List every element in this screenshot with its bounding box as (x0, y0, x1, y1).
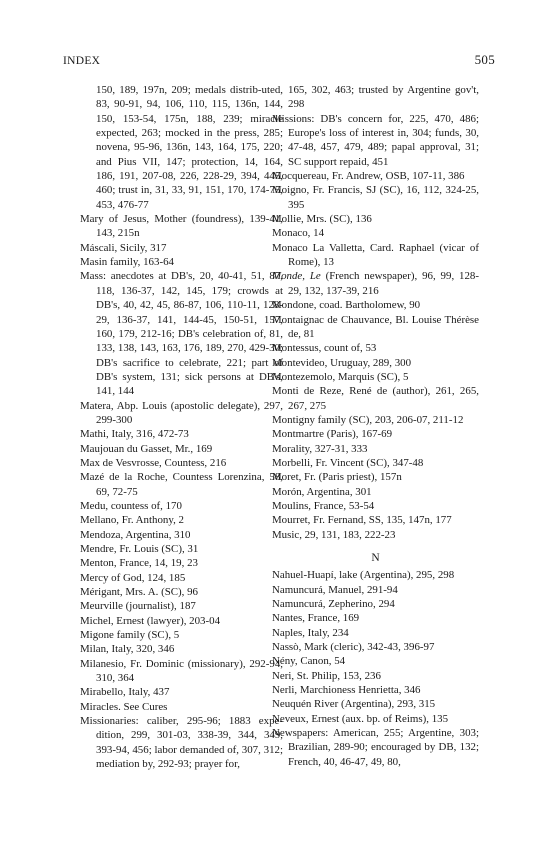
index-entry: Meurville (journalist), 187 (80, 600, 196, 613)
index-entry: Mercy of God, 124, 185 (80, 571, 186, 584)
index-entry: 165, 302, 463; trusted by Argentine gov't, 298 (288, 84, 479, 111)
index-entry: Neri, St. Philip, 153, 236 (272, 669, 381, 682)
index-entry: Morón, Argentina, 301 (272, 485, 372, 498)
index-entry: Montevideo, Uruguay, 289, 300 (272, 356, 412, 369)
index-entry: Max de Vesvrosse, Countess, 216 (80, 456, 227, 469)
index-entry: Nény, Canon, 54 (272, 655, 346, 668)
index-entry-italic-title: Monde, Le (272, 270, 321, 283)
index-entry: Mendre, Fr. Louis (SC), 31 (80, 543, 199, 555)
index-entry: 150, 189, 197n, 209; medals distrib-uted, 83, 90-91, 94, 106, 110, 115, 136n, 144, 150, 153-54, 175n, 188, 239; miracle expected, 263; mocked in the press, 285; novena, 95-96, 136n, 143, 164, 175, 220; and Pius VII, 147; protection, 14, 164, 186, 191, 207-08, 226, 228-29, 394, 445, 460; trust in, 31, 33, 91, 151, 170, 174-75, 453, 476-77 (96, 84, 283, 211)
index-entry: Nerli, Marchioness Henrietta, 346 (272, 684, 421, 697)
index-entry: Moret, Fr. (Paris priest), 157n (272, 471, 402, 484)
index-entry: Michel, Ernest (lawyer), 203-04 (80, 614, 221, 627)
index-entry: Namuncurá, Zepherino, 294 (272, 598, 395, 611)
index-entry: Mondone, coad. Bartholomew, 90 (272, 299, 421, 312)
index-entry: Neveux, Ernest (aux. bp. of Reims), 135 (272, 712, 449, 725)
index-entry: Missions: DB's concern for, 225, 470, 486; Europe's loss of interest in, 304; funds, 30, 47-48, 457, 479, 489; papal approval, 31; SC support repaid, 451 (272, 112, 479, 168)
index-entry: Music, 29, 131, 183, 222-23 (272, 528, 396, 541)
index-entry: Monaco La Valletta, Card. Raphael (vicar of Rome), 13 (272, 241, 479, 269)
running-head-title: INDEX (63, 55, 101, 67)
index-entry: Medu, countess of, 170 (80, 499, 182, 512)
index-entry: Nahuel-Huapí, lake (Argentina), 295, 298 (272, 569, 455, 582)
index-entry: Montmartre (Paris), 167-69 (272, 428, 393, 441)
index-entry: Mérigant, Mrs. A. (SC), 96 (80, 586, 198, 599)
index-entry: Mathi, Italy, 316, 472-73 (80, 428, 189, 441)
index-entry: Maujouan du Gasset, Mr., 169 (80, 442, 213, 455)
index-entry: Matera, Abp. Louis (apostolic delegate), 297, 299-300 (80, 399, 283, 426)
index-entry: Monde, Le (French newspaper), 96, 99, 128-29, 132, 137-39, 216 (272, 270, 479, 297)
index-entry: Missionaries: caliber, 295-96; 1883 expe-dition, 299, 301-03, 338-39, 344, 349, 393-94, 456; labor demanded of, 307, 312; mediation by, 292-93; prayer for, (80, 715, 283, 771)
index-entry: Moigno, Fr. Francis, SJ (SC), 16, 112, 324-25, 395 (272, 184, 479, 211)
index-entry: Morality, 327-31, 333 (272, 442, 368, 455)
index-column-left (80, 83, 283, 772)
index-entry: Mourret, Fr. Fernand, SS, 135, 147n, 177 (272, 514, 452, 527)
index-entry: Mollie, Mrs. (SC), 136 (272, 213, 372, 226)
index-entry: Mazé de la Roche, Countess Lorenzina, 58, 69, 72-75 (80, 471, 283, 498)
index-entry: Nantes, France, 169 (272, 612, 360, 625)
index-entry: Newspapers: American, 255; Argentine, 303; Brazilian, 289-90; encouraged by DB, 132; French, 40, 46-47, 49, 80, (272, 727, 479, 768)
index-entry: Máscali, Sicily, 317 (80, 241, 167, 254)
index-entry: Mellano, Fr. Anthony, 2 (80, 514, 184, 527)
index-entry: Naples, Italy, 234 (272, 626, 349, 639)
index-entry: Namuncurá, Manuel, 291-94 (272, 583, 398, 596)
page-number: 505 (474, 52, 495, 67)
index-entry: Nassò, Mark (cleric), 342-43, 396-97 (272, 641, 435, 654)
index-entry: Mirabello, Italy, 437 (80, 686, 170, 699)
index-entry: Monaco, 14 (272, 227, 325, 240)
index-entry: Menton, France, 14, 19, 23 (80, 557, 198, 570)
index-entry: Mass: anecdotes at DB's, 20, 40-41, 51, 87, 118, 136-37, 142, 145, 179; crowds at DB's, 40, 42, 45, 86-87, 106, 110-11, 128-29, 136-37, 141, 144-45, 150-51, 157, 160, 179, 212-16; DB's celebration of, 81, 133, 138, 143, 163, 176, 189, 270, 429-30; DB's sacrifice to celebrate, 221; part of DB's system, 131; sick persons at DB's, 141, 144 (80, 270, 283, 398)
index-entry: Milan, Italy, 320, 346 (80, 643, 175, 656)
running-head (63, 52, 495, 68)
index-entry: Mocquereau, Fr. Andrew, OSB, 107-11, 386 (272, 170, 465, 183)
index-entry: Neuquén River (Argentina), 293, 315 (272, 698, 436, 711)
section-letter-heading: N (371, 552, 380, 564)
index-entry: Migone family (SC), 5 (80, 629, 180, 642)
index-entry: Mendoza, Argentina, 310 (80, 528, 191, 541)
index-entry: Monti de Reze, René de (author), 261, 265, 267, 275 (272, 385, 479, 412)
index-entry: Morbelli, Fr. Vincent (SC), 347-48 (272, 456, 424, 469)
index-entry: Mary of Jesus, Mother (foundress), 139-41, 143, 215n (80, 213, 283, 240)
index-entry: Milanesio, Fr. Dominic (missionary), 292-94, 310, 364 (80, 657, 283, 685)
index-entry: Montigny family (SC), 203, 206-07, 211-12 (272, 413, 464, 426)
index-entry: Montezemolo, Marquis (SC), 5 (272, 370, 409, 383)
index-entry: Miracles. See Cures (80, 700, 168, 713)
index-column-right (272, 83, 479, 769)
index-entry: Montessus, count of, 53 (272, 342, 377, 355)
index-entry: Montaignac de Chauvance, Bl. Louise Thérèse de, 81 (272, 313, 479, 340)
index-entry: Masin family, 163-64 (80, 256, 174, 269)
index-entry: Moulins, France, 53-54 (272, 499, 375, 512)
